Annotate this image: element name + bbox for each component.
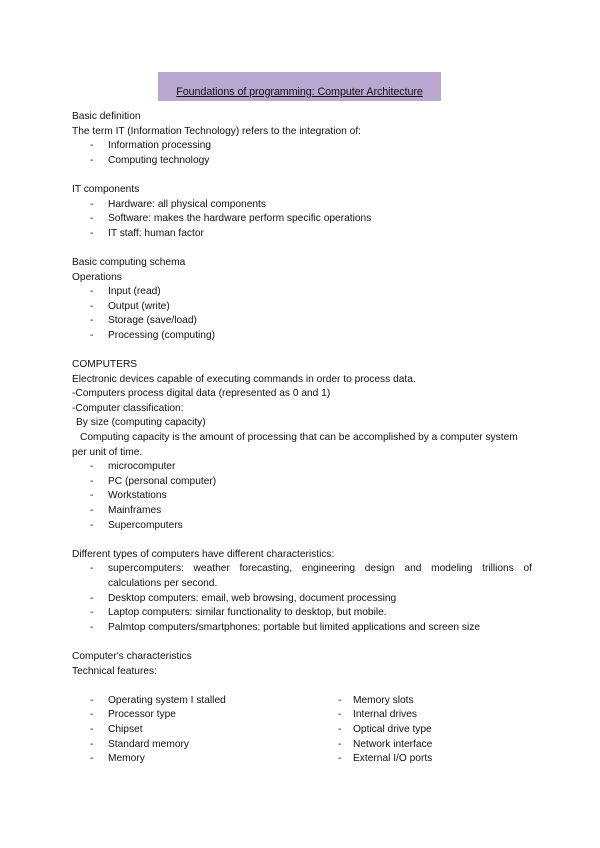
operations-subheading: Operations [72,271,122,283]
list-item: - Supercomputers [90,519,183,531]
list-item: - Chipset [90,723,143,735]
list-item: - Memory [90,753,145,765]
list-item: - microcomputer [90,461,176,473]
features-left-column [72,694,322,767]
basic-definition-list [72,139,532,168]
types-intro: Different types of computers have different characteristics: [72,548,335,560]
computers-line-1: Electronic devices capable of executing commands in order to process data. [72,373,416,385]
list-item: - IT staff: human factor [90,227,204,239]
basic-definition-intro: The term IT (Information Technology) refers to the integration of: [72,125,361,137]
schema-heading: Basic computing schema [72,256,186,268]
list-item: - Operating system I stalled [90,694,226,706]
list-item: - Information processing [90,140,212,152]
technical-features-columns [72,694,532,774]
list-item: - Palmtop computers/smartphones: portable but limited applications and screen size [90,621,481,633]
operations-list [72,285,532,343]
it-components-list [72,198,532,242]
list-item: - Desktop computers: email, web browsing, document processing [90,592,397,604]
list-item: - Standard memory [90,738,189,750]
list-item: - Output (write) [90,300,170,312]
list-item: - External I/O ports [338,753,433,765]
technical-features-subheading: Technical features: [72,665,157,677]
computers-line-5: Computing capacity is the amount of processing that can be accomplished by a computer system per unit of time. [72,432,518,458]
list-item: - Internal drives [338,709,417,721]
list-item: - Computing technology [90,154,210,166]
list-item: - Laptop computers: similar functionality to desktop, but mobile. [90,607,387,619]
list-item: - PC (personal computer) [90,475,217,487]
characteristics-heading: Computer's characteristics [72,650,192,662]
computers-heading: COMPUTERS [72,359,138,371]
computer-classes-list [72,460,532,533]
it-components-heading: IT components [72,183,140,195]
computers-line-4: By size (computing capacity) [76,417,206,429]
document-body [72,110,532,774]
list-item: - Processing (computing) [90,329,216,341]
list-item: - Hardware: all physical components [90,198,266,210]
list-item: - Network interface [338,738,433,750]
list-item: - Processor type [90,709,176,721]
list-item: - supercomputers: weather forecasting, engineering design and modeling trillions of calculations per second. [90,563,532,589]
list-item: - Memory slots [338,694,414,706]
list-item: - Mainframes [90,505,162,517]
list-item: - Software: makes the hardware perform specific operations [90,213,372,225]
basic-definition-heading: Basic definition [72,111,141,122]
list-item: - Workstations [90,490,167,502]
computers-line-2: -Computers process digital data (represented as 0 and 1) [72,388,331,400]
list-item: - Optical drive type [338,723,432,735]
computers-line-3: -Computer classification: [72,402,184,414]
page-title: Foundations of programming: Computer Architecture [176,86,423,98]
list-item: - Input (read) [90,286,161,298]
title-highlight [158,72,441,101]
list-item: - Storage (save/load) [90,315,197,327]
computer-types-list [72,562,532,635]
features-right-column [318,694,518,767]
